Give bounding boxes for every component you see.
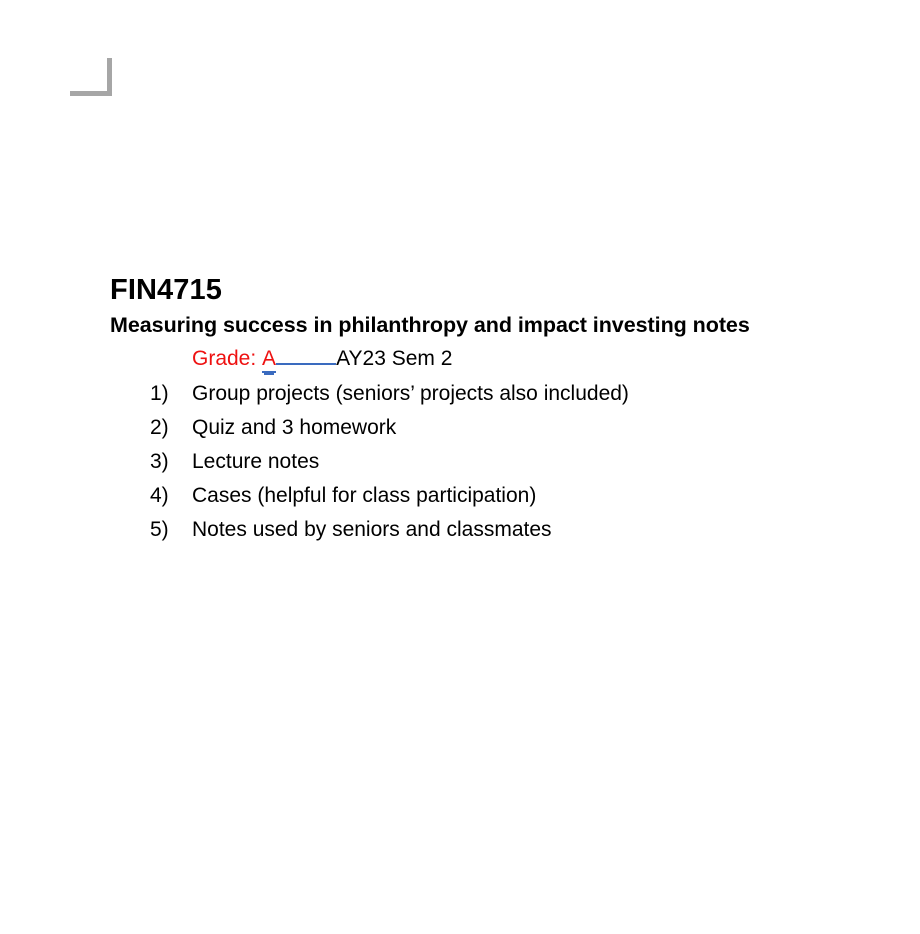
page-subtitle: Measuring success in philanthropy and impact investing notes [110,313,750,337]
grade-term: AY23 Sem 2 [336,347,453,370]
list-item [110,377,870,411]
grade-label: Grade: [192,347,257,370]
grade-value: A [262,347,276,373]
list-item [110,479,870,513]
list-item-number: 2) [150,416,169,439]
list-item-label: Group projects (seniors’ projects also included) [192,382,629,405]
numbered-list [110,377,870,547]
list-item-number: 5) [150,518,169,541]
list-item [110,513,870,547]
grade-blank-underline [276,362,336,365]
list-item-label: Lecture notes [192,450,320,473]
list-item-number: 1) [150,382,169,405]
list-item [110,411,870,445]
list-item-number: 4) [150,484,169,507]
list-item-label: Notes used by seniors and classmates [192,518,552,541]
list-item-label: Cases (helpful for class participation) [192,484,537,507]
list-item-label: Quiz and 3 homework [192,416,397,439]
list-item [110,445,870,479]
document-content [110,272,870,547]
page-title: FIN4715 [110,274,222,306]
crop-corner-mark-icon [70,58,112,96]
grade-line [110,343,870,375]
crop-mark-horizontal-bar [70,91,112,96]
list-item-number: 3) [150,450,169,473]
